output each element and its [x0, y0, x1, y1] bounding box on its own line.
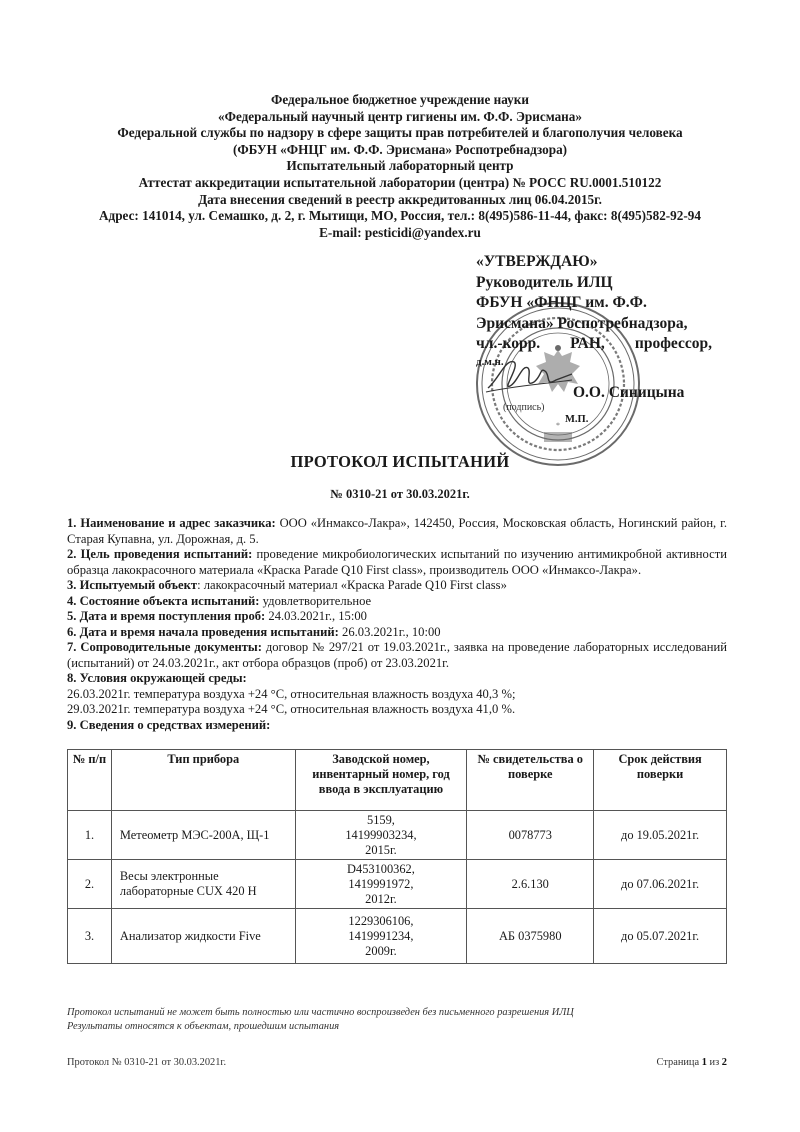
- measures-heading: 9. Сведения о средствах измерений:: [67, 717, 271, 732]
- serial-line: 2009г.: [365, 943, 397, 958]
- validity-date: до 19.05.2021г.: [594, 811, 727, 860]
- document-number: № 0310-21 от 30.03.2021г.: [330, 487, 470, 501]
- svg-text:*: *: [556, 421, 560, 430]
- section-text: договор № 297/21 от 19.03.2021г., заявка на проведение лабораторных исследований (испытаний) от 24.03.2021г., акт отбора образцов (проб) от 23.03.2021г.: [67, 640, 727, 670]
- section-label: 1. Наименование и адрес заказчика:: [67, 516, 276, 530]
- serial-line: 2015г.: [365, 842, 397, 857]
- seal-label: М.П.: [565, 414, 589, 425]
- certificate-number: 0078773: [467, 811, 594, 860]
- table-row: [68, 860, 727, 909]
- footer-protocol-ref: Протокол № 0310-21 от 30.03.2021г.: [67, 1057, 227, 1068]
- condition-line: 26.03.2021г. температура воздуха +24 °С, относительная влажность воздуха 40,3 %;: [67, 686, 516, 701]
- page-prefix: Страница: [656, 1057, 702, 1068]
- approval-line: Руководитель ИЛЦ: [476, 273, 613, 291]
- page-indicator: [657, 1057, 727, 1068]
- header-line: Испытательный лабораторный центр: [286, 158, 514, 174]
- serial-info: [295, 811, 467, 860]
- column-header: № свидетельства о поверке: [467, 750, 594, 811]
- serial-line: 1229306106,: [348, 913, 414, 928]
- signer-name: О.О. Синицына: [573, 384, 685, 401]
- header-line: Аттестат аккредитации испытательной лаборатории (центра) № РОСС RU.0001.510122: [138, 174, 662, 190]
- header-line: (ФБУН «ФНЦГ им. Ф.Ф. Эрисмана» Роспотребнадзора): [232, 141, 568, 157]
- section-text: ООО «Инмаксо-Лакра», 142450, Россия, Московская область, Ногинский район, г. Старая Купавна, ул. Дорожная, д. 5.: [67, 516, 727, 546]
- approval-degree: д.м.н.: [476, 355, 504, 368]
- column-header: № п/п: [68, 750, 112, 811]
- serial-line: D453100362,: [347, 861, 415, 876]
- section-environment: [67, 671, 727, 687]
- section-label: 3. Испытуемый объект: [67, 578, 198, 592]
- section-label: 4. Состояние объекта испытаний:: [67, 593, 260, 608]
- section-label: 6. Дата и время начала проведения испытаний:: [67, 624, 339, 639]
- header-line: Адрес: 141014, ул. Семашко, д. 2, г. Мытищи, МО, Россия, тел.: 8(495)586-11-44, факс: 8(495)582-92-94: [99, 208, 701, 224]
- section-label: 7. Сопроводительные документы:: [67, 640, 262, 654]
- section-receipt-date: [67, 609, 727, 625]
- row-number: 3.: [68, 909, 112, 964]
- section-label: 2. Цель проведения испытаний:: [67, 547, 253, 561]
- protocol-body: [67, 516, 727, 733]
- certificate-number: АБ 0375980: [467, 909, 594, 964]
- serial-info: [295, 860, 467, 909]
- header-line: Дата внесения сведений в реестр аккредитованных лиц 06.04.2015г.: [198, 191, 602, 207]
- column-header: Срок действия поверки: [594, 750, 727, 811]
- section-text: удовлетворительное: [259, 593, 372, 608]
- header-email: E-mail: pesticidi@yandex.ru: [319, 224, 481, 240]
- serial-line: 5159,: [367, 812, 395, 827]
- section-condition: [67, 594, 727, 610]
- serial-line: 2012г.: [365, 891, 397, 906]
- serial-info: [295, 909, 467, 964]
- instrument-type: Метеометр МЭС-200А, Щ-1: [111, 811, 295, 860]
- approval-line: чл.-корр. РАН, профессор,: [476, 335, 712, 352]
- measuring-instruments-table: [67, 749, 727, 964]
- approval-line: ФБУН «ФНЦГ им. Ф.Ф.: [476, 294, 647, 311]
- legal-notice: [67, 1006, 574, 1034]
- approval-heading: «УТВЕРЖДАЮ»: [476, 253, 598, 270]
- row-number: 2.: [68, 860, 112, 909]
- section-text: 26.03.2021г., 10:00: [338, 624, 441, 639]
- notice-line: Протокол испытаний не может быть полностью или частично воспроизведен без письменного разрешения ИЛЦ: [67, 1007, 574, 1018]
- validity-date: до 05.07.2021г.: [594, 909, 727, 964]
- column-header: Тип прибора: [111, 750, 295, 811]
- section-customer: [67, 516, 727, 547]
- page-current: 1: [701, 1057, 707, 1068]
- table-header-row: [68, 750, 727, 811]
- section-text: проведение микробиологических испытаний по изучению антимикробной активности образца лакокрасочного материала «Краска Parade Q10 First class», производитель ООО «Инмаксо-Лакра».: [67, 547, 727, 577]
- page-separator: из: [706, 1057, 722, 1068]
- notice-line: Результаты относятся к объектам, прошедшим испытания: [67, 1021, 340, 1032]
- signature-icon: [484, 350, 574, 400]
- serial-line: 14199903234,: [345, 827, 417, 842]
- instrument-type: Весы электронные лабораторные CUX 420 H: [111, 860, 295, 909]
- page-total: 2: [721, 1057, 727, 1068]
- document-title: ПРОТОКОЛ ИСПЫТАНИЙ: [290, 452, 510, 471]
- condition-line: 29.03.2021г. температура воздуха +24 °С, относительная влажность воздуха 41,0 %.: [67, 702, 516, 716]
- header-line: Федеральное бюджетное учреждение науки: [271, 92, 529, 107]
- section-label: 5. Дата и время поступления проб:: [67, 609, 266, 623]
- serial-line: 1419991972,: [348, 876, 414, 891]
- section-start-date: [67, 625, 727, 641]
- row-number: 1.: [68, 811, 112, 860]
- section-text: : лакокрасочный материал «Краска Parade Q10 First class»: [197, 578, 507, 592]
- section-object: [67, 578, 727, 594]
- validity-date: до 07.06.2021г.: [594, 860, 727, 909]
- approval-line: Эрисмана» Роспотребнадзора,: [476, 314, 688, 332]
- section-documents: [67, 640, 727, 671]
- section-text: 24.03.2021г., 15:00: [265, 609, 367, 623]
- serial-line: 1419991234,: [348, 928, 414, 943]
- header-line: Федеральной службы по надзору в сфере защиты прав потребителей и благополучия человека: [117, 125, 683, 141]
- certificate-number: 2.6.130: [467, 860, 594, 909]
- signature-label: (подпись): [503, 402, 545, 413]
- section-label: 8. Условия окружающей среды:: [67, 671, 247, 685]
- table-row: [68, 811, 727, 860]
- column-header: Заводской номер, инвентарный номер, год ввода в эксплуатацию: [295, 750, 467, 811]
- organization-header: [60, 92, 740, 241]
- instrument-type: Анализатор жидкости Five: [111, 909, 295, 964]
- header-line: «Федеральный научный центр гигиены им. Ф.Ф. Эрисмана»: [218, 108, 582, 124]
- table-row: [68, 909, 727, 964]
- section-purpose: [67, 547, 727, 578]
